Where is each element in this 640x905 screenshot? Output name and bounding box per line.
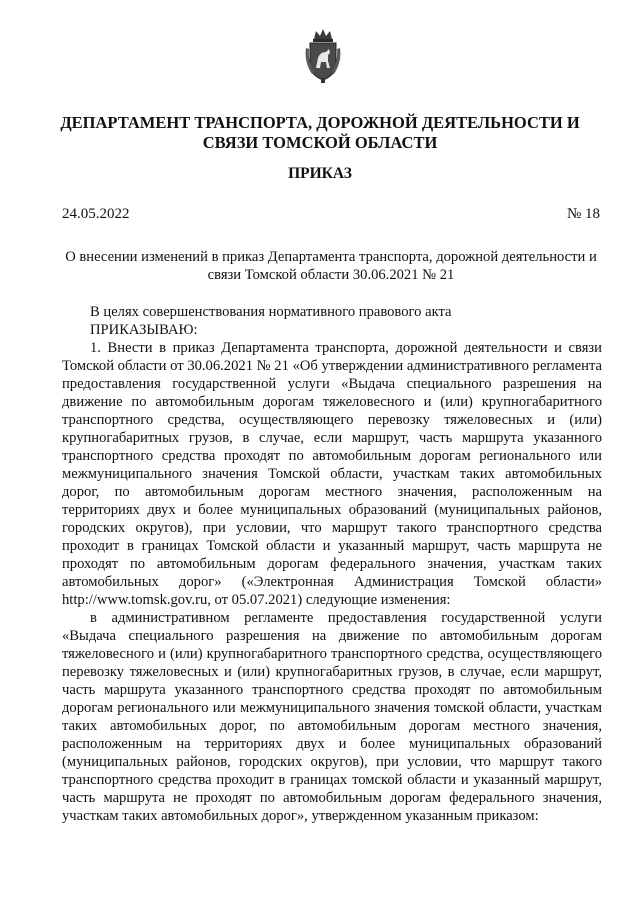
document-number: № 18 [566,206,600,222]
coat-of-arms-icon [302,28,344,84]
document-date: 24.05.2022 [62,206,130,222]
intro-paragraph: В целях совершенствования нормативного правового акта [90,304,452,320]
document-subject: О внесении изменений в приказ Департамента транспорта, дорожной деятельности и связи Томской области 30.06.2021 № 21 [65,249,597,283]
document-type-title: ПРИКАЗ [288,165,352,182]
organization-name: ДЕПАРТАМЕНТ ТРАНСПОРТА, ДОРОЖНОЙ ДЕЯТЕЛЬНОСТИ И СВЯЗИ ТОМСКОЙ ОБЛАСТИ [60,113,580,152]
order-word: ПРИКАЗЫВАЮ: [90,322,198,338]
coat-of-arms-graphic [302,28,344,84]
item-1-paragraph: 1. Внести в приказ Департамента транспорта, дорожной деятельности и связи Томской области от 30.06.2021 № 21 «Об утверждении административного регламента предоставления государственной услуги «Выдача специального разрешения на движение по автомобильным дорогам тяжеловесного и (или) крупногабаритного транспортного средства, осуществляющего перевозку тяжеловесных и (или) крупногабаритных грузов, в случае, если маршрут, часть маршрута указанного транспортного средства проходят по автомобильным дорогам регионального или межмуниципального значения Томской области, участкам таких автомобильных дорог, по автомобильным дорогам местного значения, расположенным на территориях двух и более муниципальных образований (муниципальных районов, городских округов), при условии, что маршрут такого транспортного средства проходит в границах Томской области и указанный маршрут, часть маршрута не проходят по автомобильным дорогам федерального значения, участкам таких автомобильных дорог» («Электронная Администрация Томской области» http://www.tomsk.gov.ru, от 05.07.2021) следующие изменения: [62,340,602,608]
item-1-detail-paragraph: в административном регламенте предоставления государственной услуги «Выдача специального разрешения на движение по автомобильным дорогам тяжеловесного и (или) крупногабаритного транспортного средства, осуществляющего перевозку тяжеловесных и (или) крупногабаритных грузов, в случае, если маршрут, часть маршрута указанного транспортного средства проходят по автомобильным дорогам регионального или межмуниципального значения томской области, участкам таких автомобильных дорог, по автомобильным дорогам местного значения, расположенным на территориях двух и более муниципальных образований (муниципальных районов, городских округов), при условии, что маршрут такого транспортного средства проходит в границах томской области и указанный маршрут, часть маршрута не проходят по автомобильным дорогам федерального значения, участкам таких автомобильных дорог», утвержденном указанным приказом: [62,610,602,824]
document-body [62,303,602,825]
